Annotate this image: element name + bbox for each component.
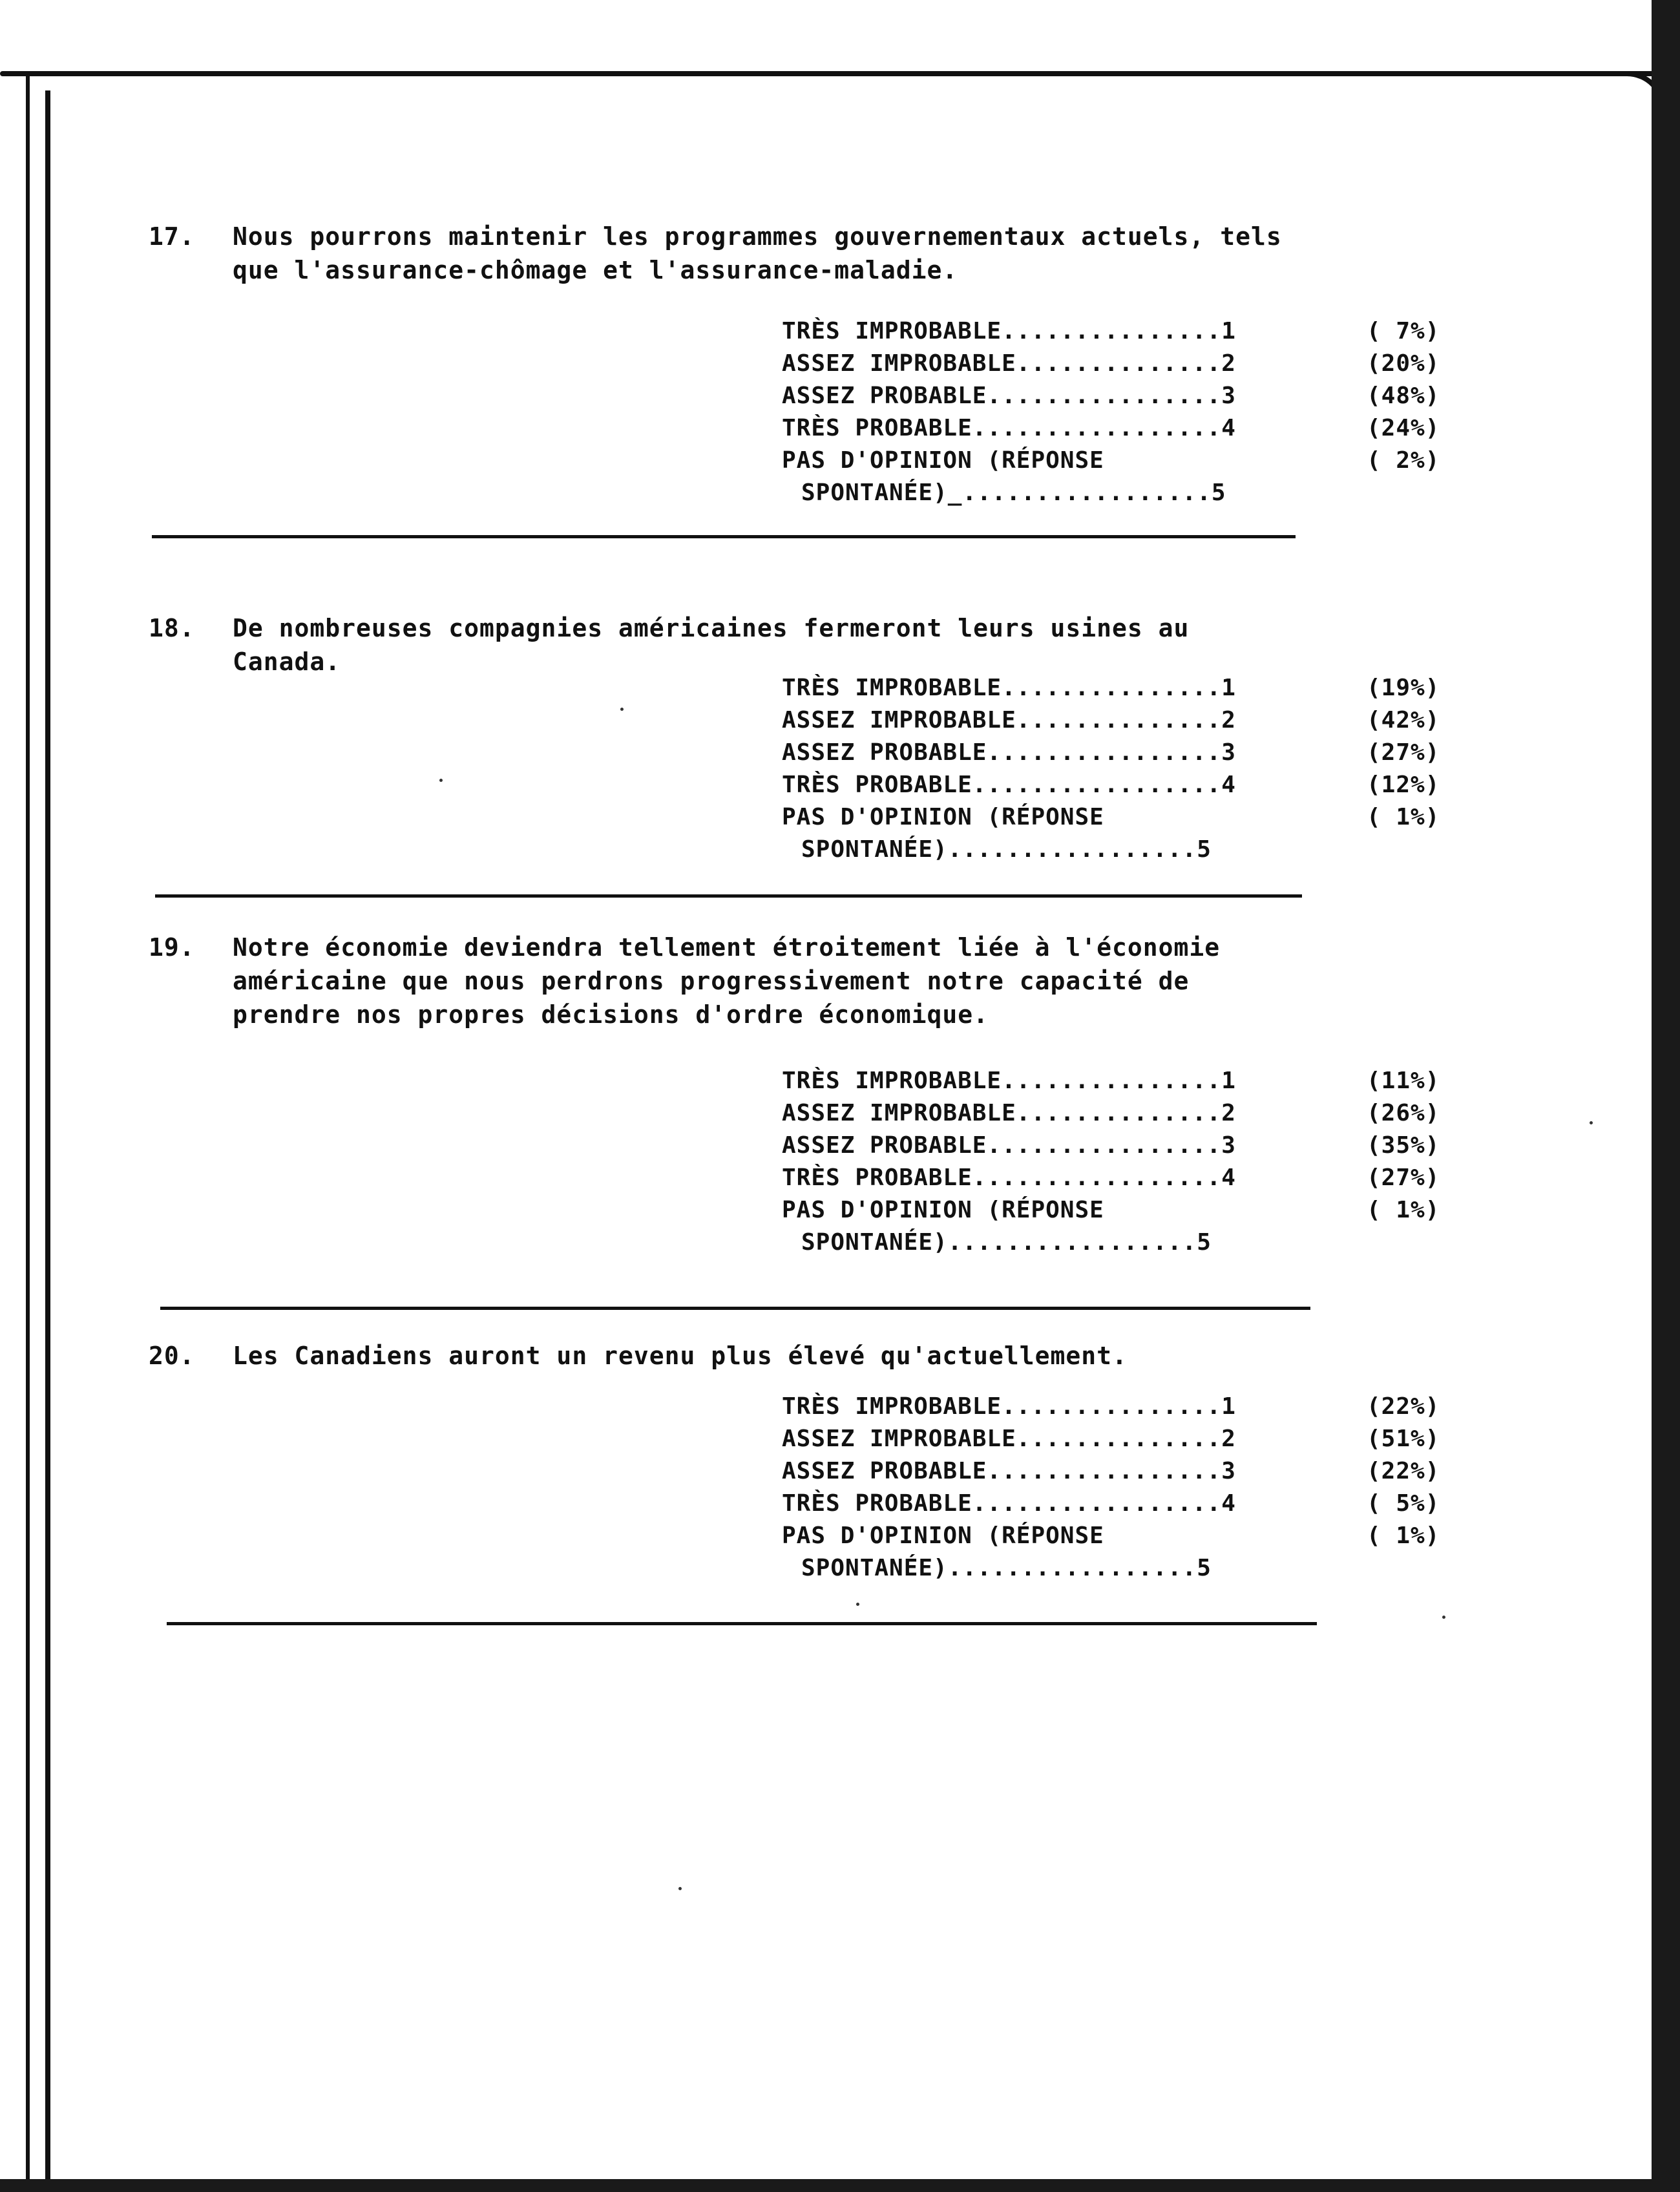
option-label: ASSEZ IMPROBABLE..............2 (782, 707, 1236, 733)
option-label: TRÈS PROBABLE.................4 (782, 415, 1236, 441)
section-divider (160, 1307, 1310, 1310)
option-percentage: ( 1%) (1367, 1523, 1440, 1549)
option-percentage: (51%) (1367, 1426, 1440, 1452)
answer-option (782, 1552, 1493, 1585)
option-label: ASSEZ IMPROBABLE..............2 (782, 1100, 1236, 1126)
option-label: TRÈS IMPROBABLE...............1 (782, 675, 1236, 701)
question-text: Les Canadiens auront un revenu plus élevé qu'actuellement. (233, 1342, 1128, 1370)
answer-option (782, 1520, 1493, 1552)
option-label: TRÈS PROBABLE.................4 (782, 1164, 1236, 1191)
option-percentage: (42%) (1367, 707, 1440, 733)
answer-option (782, 801, 1493, 834)
answer-option (782, 672, 1493, 704)
option-label: PAS D'OPINION (RÉPONSE (782, 1523, 1104, 1549)
binder-frame-right (1652, 0, 1680, 2192)
option-percentage: (48%) (1367, 383, 1440, 409)
section-divider (167, 1622, 1317, 1625)
option-percentage: (12%) (1367, 772, 1440, 798)
option-label: TRÈS IMPROBABLE...............1 (782, 1068, 1236, 1094)
option-label: ASSEZ PROBABLE................3 (782, 383, 1236, 409)
question-19 (149, 931, 1312, 1031)
option-percentage: ( 1%) (1367, 1197, 1440, 1223)
answer-option (782, 1194, 1493, 1227)
option-label: PAS D'OPINION (RÉPONSE (782, 804, 1104, 830)
section-divider (152, 535, 1296, 538)
option-percentage: (27%) (1367, 739, 1440, 766)
scan-speck (856, 1603, 859, 1606)
option-label: SPONTANÉE).................5 (801, 1555, 1212, 1581)
answer-option (782, 412, 1493, 445)
question-text: Notre économie deviendra tellement étroitement liée à l'économie américaine que nous perdrons progressivement notre capacité de prendre nos propres décisions d'ordre économique. (233, 933, 1221, 1029)
answer-options-17 (782, 315, 1493, 509)
option-label: TRÈS IMPROBABLE...............1 (782, 318, 1236, 344)
answer-options-18 (782, 672, 1493, 866)
option-label: SPONTANÉE).................5 (801, 836, 1212, 863)
answer-option (782, 445, 1493, 477)
option-label: ASSEZ PROBABLE................3 (782, 1458, 1236, 1484)
question-20 (149, 1339, 1312, 1373)
answer-option (782, 315, 1493, 348)
option-percentage: ( 2%) (1367, 447, 1440, 474)
scan-speck (1590, 1121, 1593, 1124)
answer-option (782, 737, 1493, 769)
option-percentage: (26%) (1367, 1100, 1440, 1126)
answer-options-19 (782, 1065, 1493, 1259)
binder-frame-top (0, 71, 1654, 76)
option-percentage: (22%) (1367, 1393, 1440, 1420)
option-label: ASSEZ IMPROBABLE..............2 (782, 1426, 1236, 1452)
answer-option (782, 1391, 1493, 1423)
binder-frame-left-outer (26, 76, 30, 2192)
question-17 (149, 220, 1312, 287)
option-label: ASSEZ PROBABLE................3 (782, 1132, 1236, 1159)
answer-option (782, 1488, 1493, 1520)
option-label: ASSEZ PROBABLE................3 (782, 739, 1236, 766)
option-percentage: ( 5%) (1367, 1490, 1440, 1517)
scan-speck (678, 1887, 682, 1890)
answer-option (782, 477, 1493, 509)
question-text: De nombreuses compagnies américaines fermeront leurs usines au Canada. (233, 614, 1190, 676)
answer-option (782, 704, 1493, 737)
option-label: PAS D'OPINION (RÉPONSE (782, 1197, 1104, 1223)
scan-speck (439, 779, 443, 782)
option-percentage: ( 1%) (1367, 804, 1440, 830)
answer-option (782, 1097, 1493, 1130)
option-label: SPONTANÉE)_.................5 (801, 480, 1226, 506)
answer-option (782, 769, 1493, 801)
answer-options-20 (782, 1391, 1493, 1585)
option-label: ASSEZ IMPROBABLE..............2 (782, 350, 1236, 377)
option-percentage: (22%) (1367, 1458, 1440, 1484)
option-percentage: ( 7%) (1367, 318, 1440, 344)
question-number: 18. (149, 614, 195, 642)
answer-option (782, 1227, 1493, 1259)
answer-option (782, 1130, 1493, 1162)
option-percentage: (11%) (1367, 1068, 1440, 1094)
binder-frame-bottom (0, 2179, 1680, 2192)
question-number: 19. (149, 933, 195, 962)
question-18 (149, 611, 1312, 679)
answer-option (782, 380, 1493, 412)
question-text: Nous pourrons maintenir les programmes gouvernementaux actuels, tels que l'assurance-chômage et l'assurance-maladie. (233, 222, 1282, 284)
answer-option (782, 834, 1493, 866)
question-number: 20. (149, 1342, 195, 1370)
answer-option (782, 1455, 1493, 1488)
binder-frame-left-inner (45, 90, 50, 2192)
option-label: TRÈS PROBABLE.................4 (782, 1490, 1236, 1517)
answer-option (782, 348, 1493, 380)
option-label: TRÈS IMPROBABLE...............1 (782, 1393, 1236, 1420)
scan-speck (620, 708, 624, 711)
answer-option (782, 1423, 1493, 1455)
option-label: PAS D'OPINION (RÉPONSE (782, 447, 1104, 474)
answer-option (782, 1065, 1493, 1097)
option-percentage: (35%) (1367, 1132, 1440, 1159)
option-percentage: (20%) (1367, 350, 1440, 377)
option-label: SPONTANÉE).................5 (801, 1229, 1212, 1256)
option-percentage: (27%) (1367, 1164, 1440, 1191)
section-divider (155, 894, 1302, 898)
option-percentage: (24%) (1367, 415, 1440, 441)
question-number: 17. (149, 222, 195, 251)
option-percentage: (19%) (1367, 675, 1440, 701)
scan-speck (1442, 1616, 1445, 1619)
option-label: TRÈS PROBABLE.................4 (782, 772, 1236, 798)
answer-option (782, 1162, 1493, 1194)
